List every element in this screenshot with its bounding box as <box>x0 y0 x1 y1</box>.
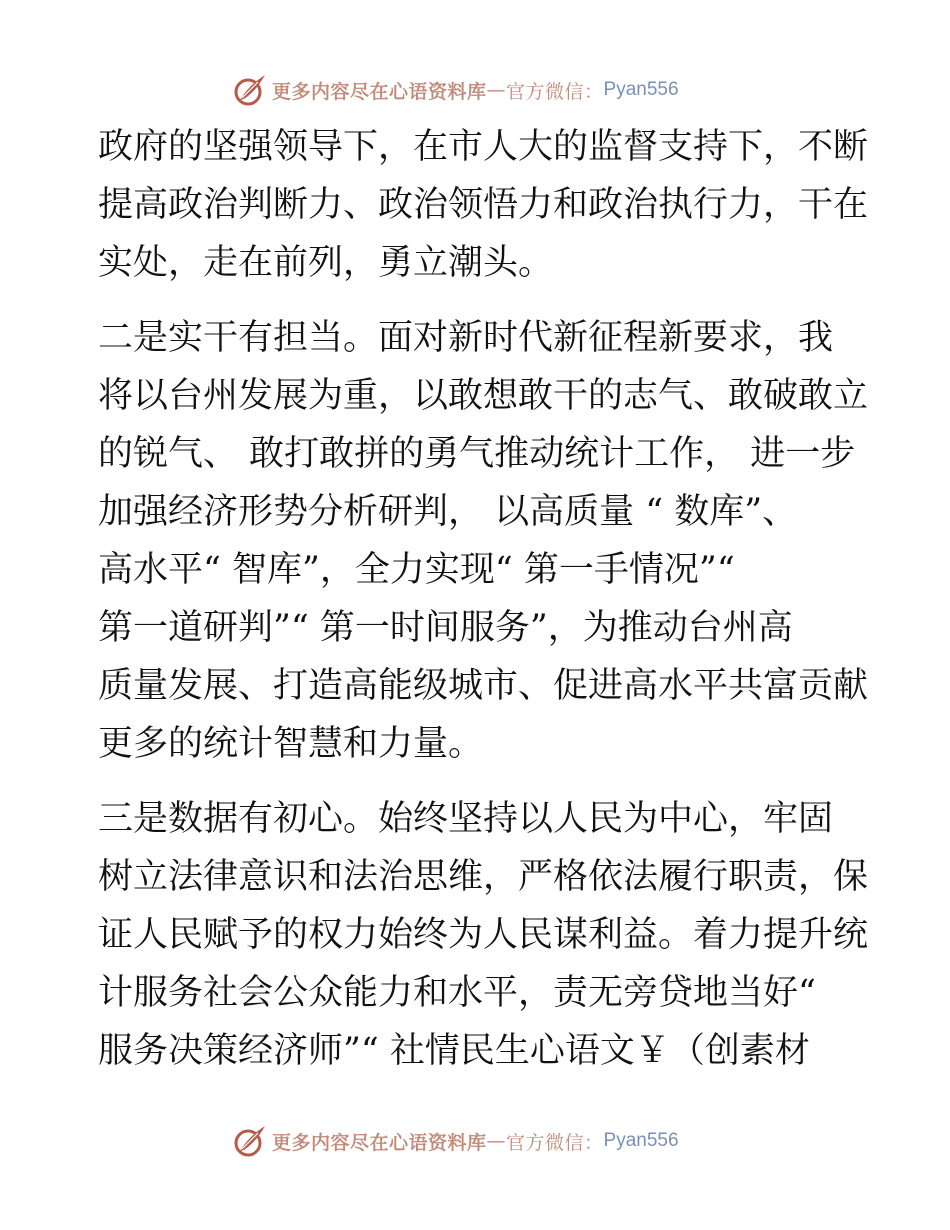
feather-quill-icon <box>232 72 268 108</box>
text-line: 的锐气、 敢打敢拼的勇气推动统计工作， 进一步 <box>98 434 856 474</box>
paragraph <box>98 790 869 1080</box>
footer-watermark <box>232 1121 679 1161</box>
text-line: 第一道研判”“ 第一时间服务”，为推动台州高 <box>98 608 793 648</box>
text-line: 将以台州发展为重，以敢想敢干的志气、敢破敢立 <box>98 376 869 416</box>
watermark-separator: — <box>486 79 507 101</box>
text-line: 证人民赋予的权力始终为人民谋利益。着力提升统 <box>98 915 869 955</box>
watermark-brand: 更多内容尽在心语资料库 <box>272 80 487 103</box>
text-line: 高水平“ 智库”，全力实现“ 第一手情况”“ <box>98 550 735 590</box>
text-line: 树立法律意识和法治思维，严格依法履行职责，保 <box>98 857 869 897</box>
feather-quill-icon <box>232 1123 268 1159</box>
watermark-wechat-id: Pyan556 <box>603 79 679 100</box>
text-line: 服务决策经济师”“ 社情民生心语文￥（创素材 <box>98 1031 810 1071</box>
text-line: 质量发展、打造高能级城市、促进高水平共富贡献 <box>98 666 869 706</box>
text-line: 实处，走在前列，勇立潮头。 <box>98 243 554 283</box>
paragraph <box>98 118 869 292</box>
header-watermark <box>232 70 679 110</box>
text-line: 加强经济形势分析研判， 以高质量 “ 数库”、 <box>98 492 798 532</box>
text-line: 提高政治判断力、政治领悟力和政治执行力，干在 <box>98 185 869 225</box>
paragraph <box>98 309 869 773</box>
document-body <box>98 118 869 1080</box>
watermark-wechat-label: 官方微信： <box>506 80 604 103</box>
text-line: 二是实干有担当。面对新时代新征程新要求，我 <box>98 318 834 358</box>
text-line: 政府的坚强领导下，在市人大的监督支持下，不断 <box>98 127 869 167</box>
watermark-wechat-label: 官方微信： <box>506 1131 604 1154</box>
text-line: 更多的统计智慧和力量。 <box>98 724 484 764</box>
watermark-brand: 更多内容尽在心语资料库 <box>272 1131 487 1154</box>
watermark-separator: — <box>486 1130 507 1152</box>
text-line: 三是数据有初心。始终坚持以人民为中心，牢固 <box>98 799 834 839</box>
watermark-wechat-id: Pyan556 <box>603 1130 679 1151</box>
text-line: 计服务社会公众能力和水平，责无旁贷地当好“ <box>98 973 816 1013</box>
